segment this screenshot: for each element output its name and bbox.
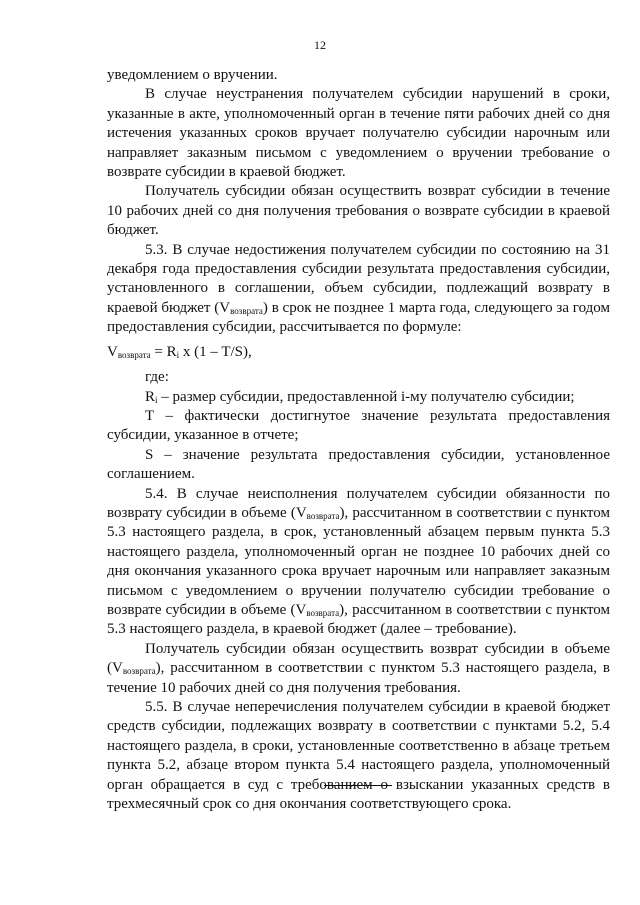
page-number: 12 xyxy=(314,38,326,52)
formula-r-subscript: i xyxy=(176,349,180,360)
formula-equals-r: = R xyxy=(150,343,177,360)
clause-5-4-text-a: 5.4. В случае неисполнения получателем субсидии обязанности по возврату субсидии в объеме (V xyxy=(107,485,610,521)
definition-r-subscript: i xyxy=(155,394,158,405)
paragraph-return-deadline: Получатель субсидии обязан осуществить возврат субсидии в течение 10 рабочих дней со дня получения требования о возврате субсидии в краевой бюджет. xyxy=(107,183,610,239)
return-formula xyxy=(107,343,610,362)
end-of-text-rule xyxy=(324,785,392,786)
formula-rest: x (1 – T/S), xyxy=(179,343,252,360)
clause-5-3-text-b: ) в срок не позднее 1 марта года, следующего за годом предоставления субсидии, рассчитывается по формуле: xyxy=(107,299,610,336)
return-obligation-subscript: возврата xyxy=(122,666,156,677)
paragraph-continuation: уведомлением о вручении. xyxy=(107,67,278,83)
clause-5-3 xyxy=(107,241,610,338)
formula-v: V xyxy=(107,343,118,360)
return-obligation-text-a: Получатель субсидии обязан осуществить возврат субсидии в объеме (V xyxy=(107,640,610,677)
clause-5-4-text-b: ), рассчитанном в соответствии с пунктом 5.3 настоящего раздела, в срок, установленный абзацем первым пункта 5.3 настоящего раздела, уполномоченный орган не позднее 10 рабочих дней со дня окончания указанного срока вручает нарочным или направляет заказным письмом с уведомлением о вручении получателю субсидии требование о возврате субсидии в объеме (V xyxy=(107,504,610,618)
clause-5-3-subscript: возврата xyxy=(230,305,263,316)
paragraph-unremedied-violations: В случае неустранения получателем субсидии нарушений в сроки, указанные в акте, уполномоченный орган в течение пяти рабочих дней со дня истечения указанных сроков вручает получателю субсидии нарочным или направляет заказным письмом с уведомлением о вручении требование о возврате субсидии в краевой бюджет. xyxy=(107,86,610,181)
clause-5-4 xyxy=(107,485,610,640)
clause-5-3-text-a: 5.3. В случае недостижения получателем субсидии по состоянию на 31 декабря года предоставления субсидии результата предоставления субсидии, установленного в соглашении, объем субсидии, подлежащий возврату в краевой бюджет (V xyxy=(107,241,610,316)
clause-5-5: 5.5. В случае неперечисления получателем субсидии в краевой бюджет средств субсидии, подлежащих возврату в соответствии с пунктами 5.2, 5.4 настоящего раздела, в сроки, установленные соответственно в абзаце третьем пункта 5.2, абзаце втором пункта 5.4 настоящего раздела, уполномоченный орган обращается в суд с требованием о взыскании указанных средств в трехмесячный срок со дня окончания соответствующего срока. xyxy=(107,699,610,813)
clause-5-4-subscript-2: возврата xyxy=(306,607,340,618)
where-label: где: xyxy=(145,369,169,386)
paragraph-return-obligation xyxy=(107,640,610,698)
clause-5-4-text-c: ), рассчитанном в соответствии с пунктом 5.3 настоящего раздела, в краевой бюджет (далее – требование). xyxy=(107,601,611,638)
definition-r-text: – размер субсидии, предоставленной i-му получателю субсидии; xyxy=(157,388,575,405)
definition-s: S – значение результата предоставления субсидии, установленное соглашением. xyxy=(107,446,610,483)
formula-v-subscript: возврата xyxy=(117,349,151,360)
definition-r xyxy=(107,388,610,407)
definition-r-symbol: R xyxy=(145,388,156,405)
clause-5-4-subscript-1: возврата xyxy=(306,510,340,521)
return-obligation-text-b: ), рассчитанном в соответствии с пунктом 5.3 настоящего раздела, в течение 10 рабочих дней со дня получения требования. xyxy=(107,660,610,696)
definition-t: T – фактически достигнутое значение результата предоставления субсидии, указанное в отчете; xyxy=(107,407,610,444)
document-body xyxy=(107,66,610,814)
